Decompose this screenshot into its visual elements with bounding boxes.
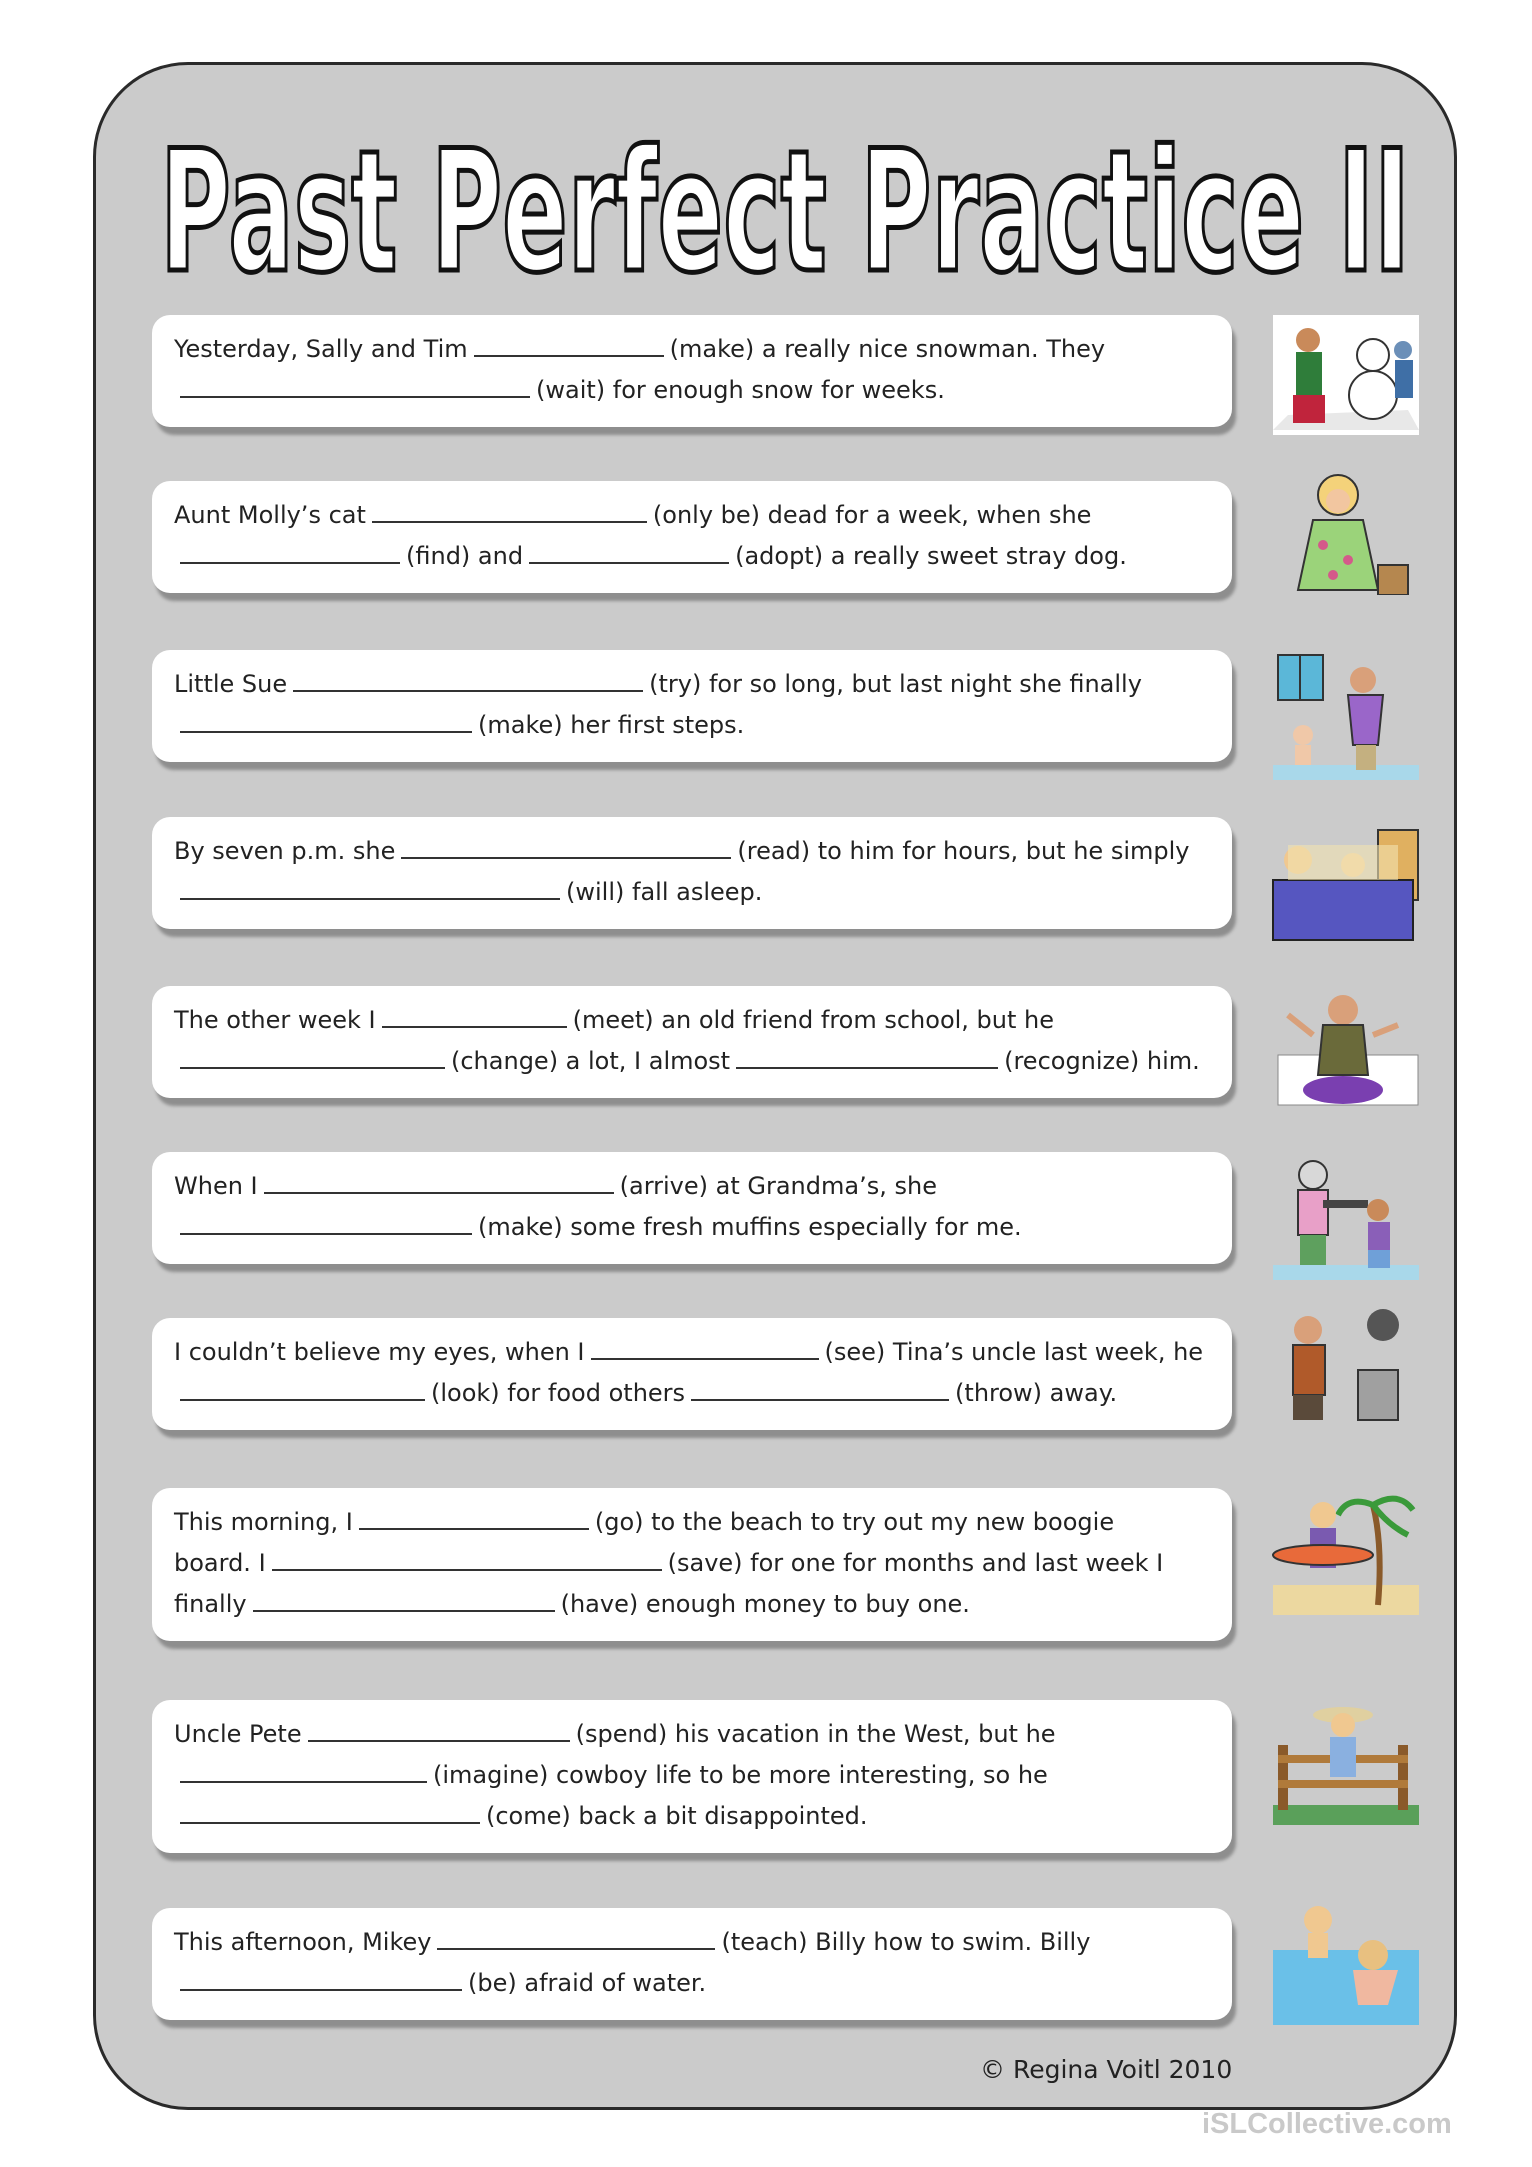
exercise-text: I couldn’t believe my eyes, when I	[174, 1338, 585, 1366]
grandma-muffins-picture	[1268, 1150, 1424, 1280]
exercise-text: (look) for food others	[431, 1379, 686, 1407]
swimming-picture	[1268, 1895, 1424, 2025]
answer-blank[interactable]	[180, 1965, 462, 1991]
exercise-text: (save) for one for months and last week I	[667, 1549, 1164, 1577]
exercise-line	[174, 1755, 1210, 1796]
answer-blank[interactable]	[180, 874, 560, 900]
worksheet-title	[150, 112, 1420, 312]
exercise-line	[174, 495, 1210, 536]
exercise-text: (see) Tina’s uncle last week, he	[824, 1338, 1204, 1366]
copyright-note: © Regina Voitl 2010	[980, 2055, 1233, 2084]
exercise-text: When I	[174, 1172, 258, 1200]
exercise-line	[174, 872, 1210, 913]
exercise-line	[174, 329, 1210, 370]
answer-blank[interactable]	[437, 1924, 715, 1950]
answer-blank[interactable]	[359, 1504, 589, 1530]
answer-blank[interactable]	[180, 1209, 472, 1235]
exercise-text: (will) fall asleep.	[566, 878, 763, 906]
exercise-text: (only be) dead for a week, when she	[652, 501, 1092, 529]
answer-blank[interactable]	[308, 1716, 570, 1742]
exercise-text: (change) a lot, I almost	[451, 1047, 731, 1075]
exercise-text: Uncle Pete	[174, 1720, 302, 1748]
exercise-line	[174, 664, 1210, 705]
answer-blank[interactable]	[691, 1375, 949, 1401]
exercise-line	[174, 1543, 1210, 1584]
exercise-line	[174, 1584, 1210, 1625]
exercise-line	[174, 1502, 1210, 1543]
exercise-text: (make) a really nice snowman. They	[669, 335, 1106, 363]
answer-blank[interactable]	[264, 1168, 614, 1194]
exercise-text: (teach) Billy how to swim. Billy	[721, 1928, 1091, 1956]
exercise-text: (imagine) cowboy life to be more interesting, so he	[433, 1761, 1048, 1789]
exercise-line	[174, 1000, 1210, 1041]
exercise-text: (throw) away.	[955, 1379, 1118, 1407]
exercise-text: (make) her first steps.	[478, 711, 745, 739]
exercise-text: By seven p.m. she	[174, 837, 396, 865]
title-text: Past Perfect Practice II	[160, 114, 1411, 310]
beach-boogie-picture	[1268, 1485, 1424, 1615]
watermark: iSLCollective.com	[1202, 2108, 1452, 2140]
answer-blank[interactable]	[293, 666, 643, 692]
exercise-text: (have) enough money to buy one.	[560, 1590, 970, 1618]
snowman-picture	[1268, 310, 1424, 440]
uncle-bin-picture	[1268, 1300, 1424, 1430]
answer-blank[interactable]	[401, 833, 731, 859]
exercise-text: (try) for so long, but last night she finally	[649, 670, 1142, 698]
exercise-text: (wait) for enough snow for weeks.	[536, 376, 945, 404]
exercise-card	[152, 315, 1232, 427]
exercise-line	[174, 370, 1210, 411]
exercise-card	[152, 650, 1232, 762]
exercise-card	[152, 1908, 1232, 2020]
exercise-card	[152, 1700, 1232, 1853]
bedtime-story-picture	[1268, 820, 1424, 950]
answer-blank[interactable]	[474, 331, 664, 357]
exercise-card	[152, 1152, 1232, 1264]
exercise-text: (make) some fresh muffins especially for me.	[478, 1213, 1022, 1241]
answer-blank[interactable]	[253, 1586, 555, 1612]
exercise-text: (come) back a bit disappointed.	[486, 1802, 868, 1830]
exercise-text: (go) to the beach to try out my new boogie	[594, 1508, 1115, 1536]
exercise-line	[174, 1332, 1210, 1373]
cowboy-picture	[1268, 1695, 1424, 1825]
answer-blank[interactable]	[591, 1334, 819, 1360]
answer-blank[interactable]	[529, 538, 729, 564]
old-friend-picture	[1268, 985, 1424, 1115]
exercise-text: (adopt) a really sweet stray dog.	[735, 542, 1127, 570]
exercise-card	[152, 986, 1232, 1098]
answer-blank[interactable]	[272, 1545, 662, 1571]
exercise-text: (arrive) at Grandma’s, she	[619, 1172, 937, 1200]
exercise-line	[174, 1922, 1210, 1963]
exercise-text: (find) and	[406, 542, 524, 570]
exercise-line	[174, 1963, 1210, 2004]
exercise-line	[174, 705, 1210, 746]
exercise-text: Aunt Molly’s cat	[174, 501, 366, 529]
exercise-text: This afternoon, Mikey	[174, 1928, 432, 1956]
exercise-line	[174, 1041, 1210, 1082]
exercise-line	[174, 536, 1210, 577]
exercise-line	[174, 1166, 1210, 1207]
exercise-line	[174, 1207, 1210, 1248]
exercise-text: (meet) an old friend from school, but he	[572, 1006, 1055, 1034]
exercise-line	[174, 831, 1210, 872]
exercise-text: finally	[174, 1590, 247, 1618]
answer-blank[interactable]	[180, 372, 530, 398]
answer-blank[interactable]	[372, 497, 647, 523]
exercise-line	[174, 1373, 1210, 1414]
exercise-card	[152, 481, 1232, 593]
answer-blank[interactable]	[180, 1757, 427, 1783]
exercise-text: board. I	[174, 1549, 266, 1577]
exercise-text: Yesterday, Sally and Tim	[174, 335, 468, 363]
exercise-text: (recognize) him.	[1004, 1047, 1200, 1075]
exercise-text: (be) afraid of water.	[468, 1969, 707, 1997]
exercise-card	[152, 1318, 1232, 1430]
exercise-text: Little Sue	[174, 670, 288, 698]
exercise-card	[152, 817, 1232, 929]
answer-blank[interactable]	[736, 1043, 998, 1069]
answer-blank[interactable]	[180, 1375, 425, 1401]
exercise-line	[174, 1714, 1210, 1755]
answer-blank[interactable]	[180, 707, 472, 733]
exercise-line	[174, 1796, 1210, 1837]
exercise-card	[152, 1488, 1232, 1641]
exercise-text: (spend) his vacation in the West, but he	[575, 1720, 1056, 1748]
exercise-text: This morning, I	[174, 1508, 353, 1536]
answer-blank[interactable]	[180, 538, 400, 564]
baby-steps-picture	[1268, 650, 1424, 780]
exercise-text: The other week I	[174, 1006, 376, 1034]
answer-blank[interactable]	[382, 1002, 567, 1028]
aunt-molly-picture	[1268, 465, 1424, 595]
answer-blank[interactable]	[180, 1798, 480, 1824]
exercise-text: (read) to him for hours, but he simply	[737, 837, 1190, 865]
answer-blank[interactable]	[180, 1043, 445, 1069]
